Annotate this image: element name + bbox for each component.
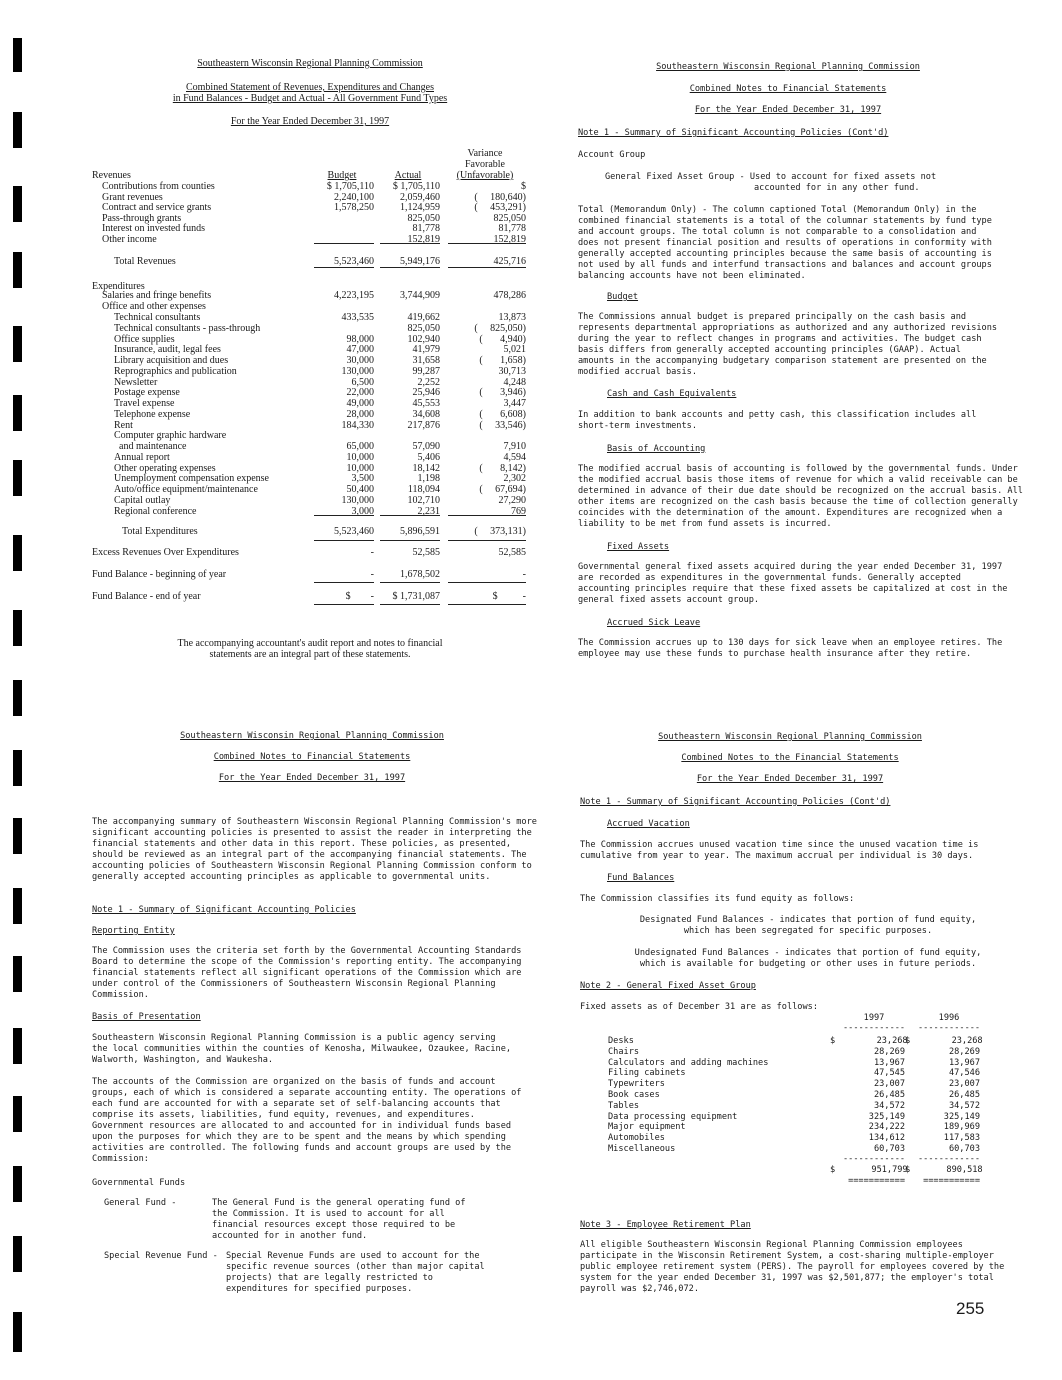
cell-variance: 81,778 [498,223,526,235]
cell-label: and maintenance [114,441,187,452]
cell-budget: 65,000 [346,441,374,452]
asset-y1997: 34,572 [873,1100,905,1111]
presentation-paragraph-1: Southeastern Wisconsin Regional Planning Commission is a public agency serving the local communities within the counties of Kenosha, Milwaukee, Ozaukee, Racine, Walworth, Washington, and Waukesha. [92,1033,512,1065]
binding-mark [13,1312,22,1352]
cell-budget: 10,000 [346,451,374,463]
cell-variance: - [522,569,526,580]
cell-budget: 49,000 [346,398,374,409]
cell-variance: ( 4,940) [479,333,526,345]
total-1996: $ 890,518 [905,1165,983,1175]
asset-label: Filing cabinets [608,1068,686,1079]
binding-mark [13,535,22,571]
page-number: 255 [956,1299,985,1318]
cell-actual: 57,090 [412,441,440,452]
cell-budget: - [370,547,374,558]
col-variance-1: Variance [467,148,503,159]
cell-budget: 2,240,100 [334,191,374,203]
cell-label: Interest on invested funds [102,223,206,235]
cell-actual: 1,678,502 [400,569,440,580]
cell-actual: 825,050 [407,322,440,334]
q4-title: Combined Notes to the Financial Statements [681,753,899,763]
asset-label: Desks [608,1036,634,1046]
cell-label: Auto/office equipment/maintenance [114,484,258,495]
binding-mark [13,680,22,716]
binding-mark [13,1096,22,1132]
total-1997: $ 951,799 [830,1165,908,1175]
account-group-label: Account Group [578,150,646,160]
dash-1997: ------------ [843,1023,906,1033]
q2-title: Combined Notes to Financial Statements [689,84,887,94]
cell-label: Travel expense [114,398,175,409]
cell-variance: ( 33,546) [479,419,526,431]
asset-y1996: 60,703 [948,1144,980,1154]
q3-org: Southeastern Wisconsin Regional Planning Commission [180,731,444,741]
note2-heading: Note 2 - General Fixed Asset Group [580,981,756,991]
q1-period: For the Year Ended December 31, 1997 [230,116,390,127]
cell-label: Excess Revenues Over Expenditures [92,547,239,558]
cell-actual: 18,142 [412,462,440,474]
asset-label: Typewriters [608,1079,665,1090]
fund-balances-heading: Fund Balances [607,873,675,883]
q4-note-heading: Note 1 - Summary of Significant Accounting Policies (Cont'd) [580,797,891,807]
cell-variance: 769 [511,505,526,517]
note2-paragraph: Fixed assets as of December 31 are as follows: [580,1002,818,1012]
cell-label: Other income [102,234,157,245]
asset-y1997: 60,703 [873,1144,905,1154]
cell-budget: 5,523,460 [334,256,374,267]
cell-actual: 2,252 [417,376,440,388]
cell-variance: 478,286 [493,290,526,301]
special-fund-text: Special Revenue Funds are used to account for the specific revenue sources (other than major capital projects) that are legally restricted to expenditures for specified purposes. [226,1251,485,1294]
cell-actual: 25,946 [412,387,440,399]
col-variance-2: Favorable [465,159,505,170]
q4-org: Southeastern Wisconsin Regional Planning Commission [658,732,922,742]
cell-budget: 3,000 [351,505,374,517]
binding-mark [13,326,22,362]
asset-label: Major equipment [608,1122,686,1133]
asset-y1997: 47,545 [873,1068,905,1079]
binding-mark [13,750,22,786]
cell-actual: 99,287 [412,365,440,377]
asset-y1997: 13,967 [873,1057,905,1068]
q3-title: Combined Notes to Financial Statements [213,752,411,762]
cell-budget: $ 1,705,110 [326,181,374,192]
cell-variance: ( 373,131) [474,526,526,537]
cell-variance: 5,021 [503,344,526,356]
cell-label: Fund Balance - end of year [92,591,201,602]
note3-heading: Note 3 - Employee Retirement Plan [580,1220,751,1230]
asset-y1996: 189,969 [943,1122,980,1133]
asset-y1996: 28,269 [948,1046,980,1057]
cell-actual: 3,744,909 [400,290,440,301]
gfag-line-2: accounted for in any other fund. [754,183,920,193]
asset-y1997: $ 23,268 [830,1036,908,1046]
cell-actual: 102,940 [407,333,440,345]
binding-mark [13,1028,22,1064]
budget-paragraph: The Commissions annual budget is prepared principally on the cash basis and represents departmental appropriations as authorized and any authorized revisions during the year to reflect changes in programs and activities. The budget cash basis differs from generally accepted accounting principles (GAAP). Actual amounts in the accompanying budgetary comparison statement are presented on the modified accrual basis. [578,312,998,377]
cell-budget: 6,500 [351,376,374,388]
cell-label: Contract and service grants [102,202,212,214]
cell-actual: 52,585 [412,547,440,558]
binding-mark [13,38,22,72]
cell-variance: $ - [492,591,526,602]
cell-budget: 22,000 [346,387,374,399]
cell-budget: 47,000 [346,344,374,356]
cell-variance: 27,290 [498,494,526,506]
cell-variance: ( 8,142) [479,462,526,474]
binding-mark [13,818,22,854]
cell-actual: 419,662 [407,312,440,323]
binding-mark [13,888,22,924]
intro-paragraph: The accompanying summary of Southeastern Wisconsin Regional Planning Commission's more significant accounting policies is presented to assist the reader in interpreting the financial statements and other data in this report. These policies, as presented, should be reviewed as an integral part of the accompanying financial statements. The accounting policies of Southeastern Wisconsin Regional Planning Commission conform to generally accepted accounting principles as applicable to governmental units. [92,817,537,882]
cell-actual: 152,819 [407,234,440,245]
footnote-2: statements are an integral part of these statements. [209,649,411,660]
presentation-paragraph-2: The accounts of the Commission are organized on the basis of funds and account groups, each of which is considered a separate accounting entity. The operations of each fund are accounted for with a separate set of self-balancing accounts that comprise its assets, liabilities, fund equity, revenues, and expenditures. Government resources are allocated to and accounted for in individual funds based upon the purposes for which they are to be spent and the means by which spending activities are controlled. The following funds and account groups are used by the Commission: [92,1077,522,1164]
special-fund-label: Special Revenue Fund - [104,1251,218,1261]
undesignated-text: Undesignated Fund Balances - indicates that portion of fund equity, which is available for budgeting or other uses in future periods. [634,948,982,969]
cell-budget: 1,578,250 [334,202,374,214]
dash-1996-b: ------------ [918,1154,981,1164]
q4-period: For the Year Ended December 31, 1997 [696,774,884,784]
binding-mark [13,1166,22,1202]
cell-label: Technical consultants - pass-through [114,322,261,334]
cell-actual: $ 1,731,087 [392,591,440,602]
cell-budget: - [370,569,374,580]
asset-label: Tables [608,1100,640,1111]
eq-1997: =========== [848,1176,905,1186]
cell-budget: 30,000 [346,355,374,366]
note3-paragraph: All eligible Southeastern Wisconsin Regional Planning Commission employees participate in the Wisconsin Retirement System, a cost-sharing multiple-employer public employee retirement system (PERS). The payroll for employees covered by the system for the year ended December 31, 1997 was $2,501,877; the employer's total payroll was $2,746,072. [580,1240,1005,1294]
cell-actual: 825,050 [407,212,440,224]
cell-variance: ( 825,050) [474,322,526,334]
cell-budget: 3,500 [351,473,374,485]
asset-label: Book cases [608,1090,660,1100]
asset-y1996: 13,967 [948,1057,980,1068]
cell-label: Other operating expenses [114,462,216,474]
cell-variance: ( 3,946) [479,387,526,399]
cell-variance: 4,594 [503,451,526,463]
col-1997: 1997 [863,1013,885,1023]
asset-y1996: 117,583 [943,1133,980,1144]
binding-mark [13,395,22,431]
col-1996: 1996 [938,1013,960,1023]
asset-y1997: 26,485 [873,1090,905,1100]
cell-label: Grant revenues [102,191,163,203]
cell-budget: 10,000 [346,462,374,474]
cell-variance: ( 453,291) [474,202,526,214]
cell-label: Reprographics and publication [114,365,237,377]
cell-actual: 102,710 [407,494,440,506]
fixed-assets-paragraph: Governmental general fixed assets acquired during the year ended December 31, 1997 are recorded as expenditures in the governmental funds. Generally accepted accounting principles require that these fixed assets be capitalized at cost in the general fixed assets account group. [578,562,1008,605]
cell-label: Total Revenues [114,256,176,267]
cell-budget: 98,000 [346,333,374,345]
asset-y1996: 47,546 [948,1068,980,1079]
cell-label: Regional conference [114,505,197,517]
q1-title2: in Fund Balances - Budget and Actual - All Government Fund Types [172,93,448,104]
binding-mark [13,186,22,222]
cell-variance: ( 67,694) [479,484,526,495]
cell-variance: 3,447 [503,398,526,409]
cell-variance: 4,248 [503,376,526,388]
cash-paragraph: In addition to bank accounts and petty cash, this classification includes all short-term investments. [578,410,977,431]
asset-y1996: 26,485 [948,1090,980,1100]
total-memo-paragraph: Total (Memorandum Only) - The column captioned Total (Memorandum Only) in the combined financial statements is a total of the columnar statements by fund type and account groups. The total column is not comparable to a consolidation and does not present financial position and results of operations in conformity with generally accepted accounting principles because the same basis of accounting is not used by all funds and interfund transactions and balances and account groups balancing accounts have not been eliminated. [578,205,992,281]
footnote-1: The accompanying accountant's audit report and notes to financial [177,638,443,649]
col-variance-3: (Unfavorable) [456,170,514,181]
cell-label: Postage expense [114,387,180,399]
cell-label: Annual report [114,451,170,463]
cell-label: Library acquisition and dues [114,355,229,366]
cell-actual: 41,979 [412,344,440,356]
cell-budget: 433,535 [341,312,374,323]
cell-label: Contributions from counties [102,181,215,192]
cell-label: Fund Balance - beginning of year [92,569,227,580]
q2-org: Southeastern Wisconsin Regional Planning Commission [656,62,920,72]
cash-heading: Cash and Cash Equivalents [607,389,737,399]
cell-actual: 217,876 [407,419,440,431]
revenues-label: Revenues [92,170,131,181]
cell-actual: 31,658 [412,355,440,366]
asset-y1997: 134,612 [868,1133,905,1144]
cell-variance: 52,585 [498,547,526,558]
gfag-line-1: General Fixed Asset Group - Used to account for fixed assets not [605,172,937,182]
office-label: Office and other expenses [102,301,206,312]
asset-y1996: 23,007 [948,1079,980,1090]
cell-actual: 34,608 [412,408,440,420]
col-budget: Budget [327,170,357,181]
cell-label: Telephone expense [114,408,191,420]
cell-label: Insurance, audit, legal fees [114,344,221,356]
cell-actual: 5,406 [417,451,440,463]
cell-label: Rent [114,419,133,431]
cell-variance: 7,910 [503,441,526,452]
budget-heading: Budget [607,292,639,302]
asset-y1997: 325,149 [868,1111,905,1122]
asset-label: Calculators and adding machines [608,1057,769,1068]
cell-label: Total Expenditures [122,526,198,537]
binding-mark [13,252,22,288]
q2-period: For the Year Ended December 31, 1997 [694,105,882,115]
cell-actual: 2,059,460 [400,191,440,203]
cell-variance: 425,716 [493,256,526,267]
cell-actual: 5,896,591 [400,526,440,537]
q1-title1: Combined Statement of Revenues, Expenditures and Changes [185,82,434,93]
cell-variance: 825,050 [493,212,526,224]
cell-label: Capital outlay [114,494,171,506]
q1-org: Southeastern Wisconsin Regional Planning Commission [197,58,423,69]
cell-label: Newsletter [114,376,158,388]
cell-actual: 118,094 [407,484,440,495]
cell-actual: $ 1,705,110 [392,181,440,192]
binding-mark [13,956,22,992]
cell-label: Computer graphic hardware [114,430,227,442]
cell-label: Unemployment compensation expense [114,473,269,485]
cell-variance: ( 180,640) [474,191,526,203]
cell-actual: 45,553 [412,398,440,409]
cell-variance: 30,713 [498,365,526,377]
cell-variance: ( 6,608) [479,408,526,420]
cell-label: Technical consultants [114,312,201,323]
general-fund-label: General Fund - [104,1198,177,1208]
cell-budget: 130,000 [341,365,374,377]
presentation-heading: Basis of Presentation [92,1012,201,1022]
fixed-assets-heading: Fixed Assets [607,542,670,552]
cell-actual: 5,949,176 [400,256,440,267]
sick-leave-paragraph: The Commission accrues up to 130 days for sick leave when an employee retires. The employee may use these funds to purchase health insurance after they retire. [578,638,1003,659]
cell-budget: 130,000 [341,494,374,506]
cell-variance: 2,302 [503,473,526,485]
cell-variance: 152,819 [493,234,526,245]
cell-variance: $ [521,181,526,192]
cell-variance: 13,873 [498,312,526,323]
expenditures-label: Expenditures [92,281,145,292]
dash-1996: ------------ [918,1023,981,1033]
eq-1996: =========== [923,1176,980,1186]
cell-budget: 28,000 [346,408,374,420]
designated-text: Designated Fund Balances - indicates that portion of fund equity, which has been segregated for specific purposes. [639,915,977,936]
binding-mark [13,460,22,496]
binding-mark [13,112,22,148]
asset-y1997: 23,007 [873,1079,905,1090]
asset-y1997: 234,222 [868,1122,905,1133]
asset-y1996: 325,149 [943,1111,980,1122]
gov-funds-label: Governmental Funds [92,1178,186,1188]
cell-variance: ( 1,658) [479,355,526,366]
asset-label: Data processing equipment [608,1111,738,1122]
cell-budget: 4,223,195 [334,290,374,301]
vacation-heading: Accrued Vacation [607,819,690,829]
asset-y1997: 28,269 [873,1046,905,1057]
q3-note-heading: Note 1 - Summary of Significant Accounting Policies [92,905,356,915]
asset-label: Miscellaneous [608,1144,676,1154]
cell-label: Pass-through grants [102,212,182,224]
vacation-paragraph: The Commission accrues unused vacation time since the unused vacation time is cumulative from year to year. The maximum accrual per individual is 30 days. [580,840,979,861]
cell-label: Salaries and fringe benefits [102,290,212,301]
binding-mark [13,610,22,646]
col-actual: Actual [394,170,422,181]
cell-actual: 1,124,959 [400,202,440,214]
asset-y1996: 34,572 [948,1100,980,1111]
sick-leave-heading: Accrued Sick Leave [607,618,701,628]
cell-actual: 1,198 [417,473,440,485]
cell-budget: 184,330 [341,419,374,431]
entity-heading: Reporting Entity [92,926,175,936]
cell-label: Office supplies [114,333,175,345]
entity-paragraph: The Commission uses the criteria set forth by the Governmental Accounting Standards Board to determine the scope of the Commission's reporting entity. The accompanying financial statements reflect all significant operations of the Commission which are under control of the Commissioners of Southeastern Wisconsin Regional Planning Commission. [92,946,522,1000]
q2-note-heading: Note 1 - Summary of Significant Accounting Policies (Cont'd) [578,128,889,138]
asset-label: Chairs [608,1046,640,1057]
q3-period: For the Year Ended December 31, 1997 [218,773,406,783]
general-fund-text: The General Fund is the general operating fund of the Commission. It is used to account for all financial resources except those required to be accounted for in another fund. [212,1198,466,1241]
binding-mark [13,1236,22,1272]
cell-budget: $ - [345,591,374,602]
dash-1997-b: ------------ [843,1154,906,1164]
fund-balances-paragraph: The Commission classifies its fund equity as follows: [580,894,855,904]
asset-y1996: $ 23,268 [905,1036,983,1046]
basis-paragraph: The modified accrual basis of accounting is followed by the governmental funds. Under the modified accrual basis those items of revenue for which a valid receivable can be determined in advance of their due date should be recognized on the accrual basis. All other items are recognized on the cash basis because the time of collection generally coincides with the determination of the amount. Expenditures are recognized when a liability to be met from fund assets is incurred. [578,464,1023,529]
cell-actual: 2,231 [417,505,440,517]
cell-actual: 81,778 [412,223,440,235]
cell-budget: 5,523,460 [334,526,374,537]
cell-budget: 50,400 [346,484,374,495]
asset-label: Automobiles [608,1133,665,1144]
basis-heading: Basis of Accounting [607,444,706,454]
